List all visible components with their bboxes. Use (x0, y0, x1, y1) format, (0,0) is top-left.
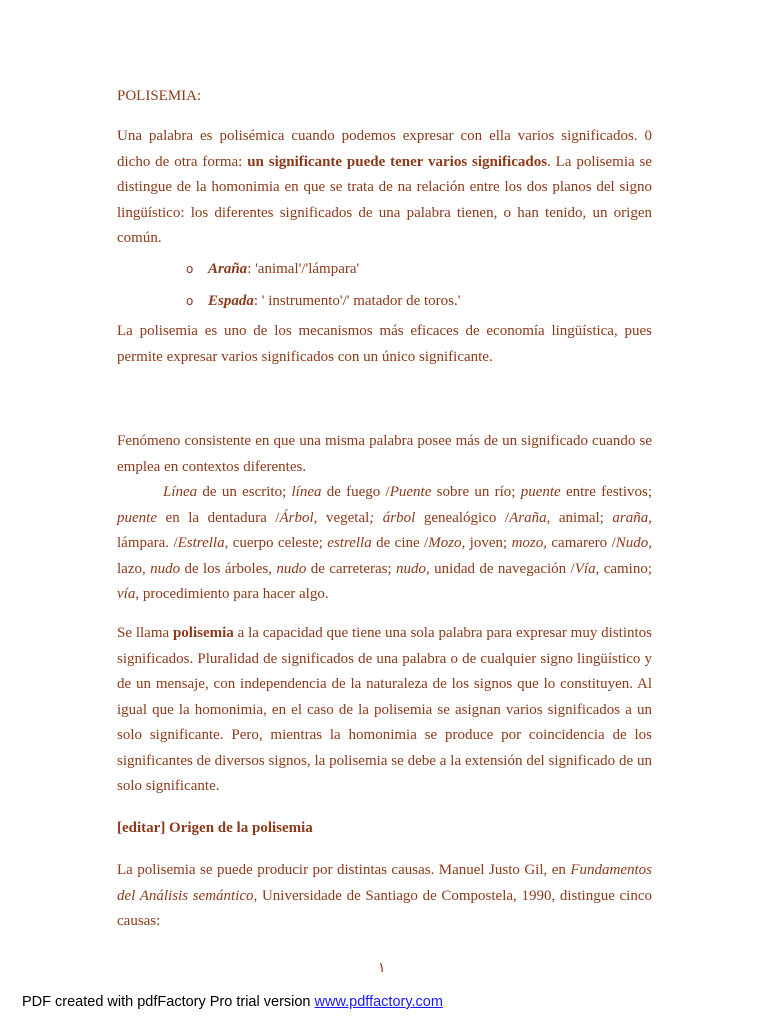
example-word: vía (117, 586, 136, 602)
text-run: genealógico / (415, 509, 510, 526)
text-run: en la dentadura / (156, 509, 280, 526)
term-meaning: : ' instrumento'/' matador de toros.' (253, 293, 461, 309)
text-run: a la capacidad que tiene una sola palabra para expresar muy distintos significados. Pluralidad de significados de una palabra o de cualquier signo lingüístico y de un mensaje, con independencia de la naturaleza de los signos que lo constituyen. Al igual que la homonimia, en el caso de la polisemia se asignan varios significados a un solo significante. Pero, mientras la homonimia se produce por coincidencia de los significantes de diversos signos, la polisemia se debe a la extensión del significado de un solo significante. (117, 625, 652, 794)
pdf-footer (22, 994, 443, 1010)
text-run: , animal; (546, 509, 613, 526)
text-run: , lazo, (117, 535, 653, 577)
example-word: araña (612, 509, 649, 526)
example-word: mozo (511, 535, 544, 551)
text-run: entre festivos; (560, 484, 652, 500)
example-word: línea (291, 484, 322, 500)
term-meaning: : 'animal'/'lámpara' (247, 261, 360, 277)
text-run: de fuego / (321, 484, 390, 500)
paragraph-examples (117, 429, 652, 608)
example-word: Estrella (177, 535, 225, 551)
paragraph-capacity (117, 621, 652, 800)
text-run: , vegetal (313, 509, 370, 526)
text-run: de un escrito; (197, 484, 292, 500)
bullet-circle-icon: o (186, 262, 194, 276)
example-word: Línea (163, 484, 198, 500)
text-run: Una palabra es polisémica cuando podemos expresar con ella varios significados. 0 dicho de otra forma: (117, 128, 652, 170)
text-run: , lámpara. / (117, 509, 652, 551)
example-word: Vía (574, 560, 596, 577)
example-word: nudo (150, 560, 181, 577)
example-word: Mozo (428, 535, 462, 551)
example-word: estrella (327, 535, 372, 551)
text-run: , cuerpo celeste; (224, 535, 328, 551)
example-word: Puente (389, 484, 432, 500)
page-title: POLISEMIA: (117, 88, 202, 104)
paragraph-origin (117, 858, 652, 935)
text-run: Se llama (117, 625, 173, 641)
list-item (186, 290, 460, 312)
bold-phrase: un significante puede tener varios significados (247, 153, 548, 170)
text-run: , camarero / (543, 535, 616, 551)
example-word: ; árbol (369, 509, 416, 526)
paragraph-economy: La polisemia es uno de los mecanismos más eficaces de economía lingüística, pues permite expresar varios significados con un único significante. (117, 323, 652, 365)
text-run: , procedimiento para hacer algo. (135, 586, 329, 602)
bullet-circle-icon: o (186, 294, 194, 308)
text-run: sobre un río; (431, 484, 521, 500)
bold-term: polisemia (172, 625, 234, 641)
page-number: ١ (378, 961, 386, 976)
example-word: Árbol (279, 509, 314, 526)
example-word: nudo (276, 560, 307, 577)
paragraph-definition (117, 124, 652, 252)
text-run: La polisemia se puede producir por distintas causas. Manuel Justo Gil, en (117, 862, 571, 878)
example-word: Araña (509, 509, 547, 526)
example-word: Nudo (615, 535, 649, 551)
example-word: nudo (396, 560, 427, 577)
example-word: puente (520, 484, 561, 500)
book-title: Fundamentos del Análisis semántico (117, 862, 652, 904)
text-run: , Universidade de Santiago de Compostela, 1990, distingue cinco causas: (117, 887, 653, 929)
text-run: , camino; (595, 560, 653, 577)
text-run: de carreteras; (306, 560, 397, 577)
text-run: de cine / (371, 535, 429, 551)
text-run: , unidad de navegación / (426, 560, 575, 577)
text-run: Fenómeno consistente en que una misma palabra posee más de un significado cuando se emplea en contextos diferentes. (117, 433, 652, 475)
text-run: . La polisemia se distingue de la homonimia en que se trata de na relación entre los dos planos del signo lingüístico: los diferentes significados de una palabra tienen, o han tenido, un origen común. (117, 153, 652, 246)
term: Espada (208, 293, 254, 309)
text-run: , joven; (461, 535, 512, 551)
section-heading: [editar] Origen de la polisemia (117, 820, 313, 836)
list-item (186, 258, 359, 280)
footer-link[interactable]: www.pdffactory.com (314, 994, 443, 1010)
text-run: de los árboles, (180, 560, 277, 577)
footer-text: PDF created with pdfFactory Pro trial version (22, 994, 315, 1010)
term: Araña (208, 261, 248, 277)
example-word: puente (117, 509, 157, 526)
